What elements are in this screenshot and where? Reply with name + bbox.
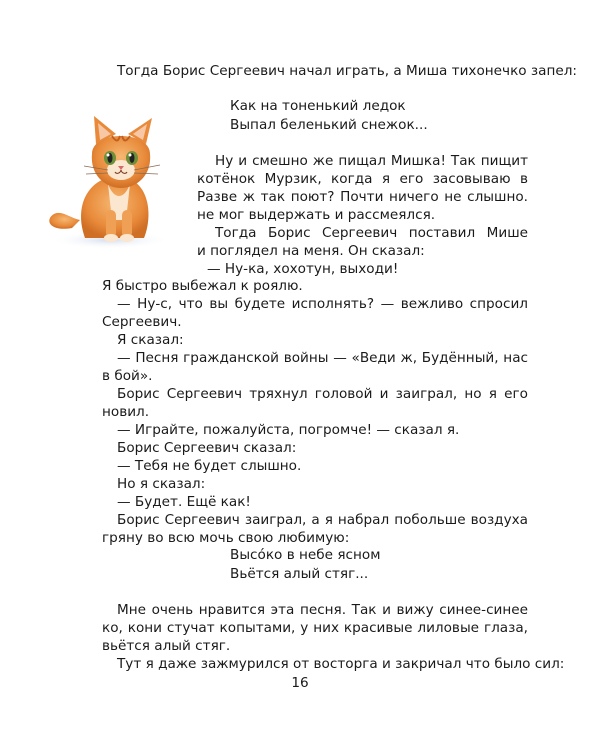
body-line-14: Борис Сергеевич заиграл, а я набрал побольше воздуха — [117, 512, 528, 528]
body-line-13: — Будет. Ещё как! — [117, 494, 251, 510]
body-line-12: Но я сказал: — [117, 476, 206, 492]
top-paragraph: Тогда Борис Сергеевич начал играть, а Миша тихонечко запел: — [117, 63, 577, 79]
body-line-9: — Играйте, пожалуйста, погромче! — сказал я. — [117, 422, 460, 438]
verse-two-line-2: Вьётся алый стяг... — [230, 566, 369, 582]
body-line-10: Борис Сергеевич сказал: — [117, 440, 297, 456]
bottom-line-3: вьётся алый стяг. — [102, 638, 231, 654]
verse-two-line-1: Высо́ко в небе ясном — [230, 547, 381, 563]
bottom-line-2: ко, кони стучат копытами, у них красивые лиловые глаза, — [102, 620, 528, 636]
kitten-text-line-1: Ну и смешно же пищал Мишка! Так пищит — [215, 153, 528, 169]
body-line-2: — Ну-с, что вы будете исполнять? — вежливо спросил — [117, 296, 528, 312]
bottom-line-1: Мне очень нравится эта песня. Так и вижу синее-синее — [117, 602, 528, 618]
body-line-3: Сергеевич. — [102, 314, 182, 330]
body-line-7: Борис Сергеевич тряхнул головой и заиграл, но я его — [117, 386, 528, 402]
kitten-illustration — [40, 110, 190, 250]
kitten-text-line-6: и поглядел на меня. Он сказал: — [197, 243, 425, 259]
body-line-4: Я сказал: — [117, 332, 184, 348]
body-line-11: — Тебя не будет слышно. — [117, 458, 302, 474]
kitten-text-line-4: не мог выдержать и рассмеялся. — [197, 207, 436, 223]
body-line-15: гряну во всю мочь свою любимую: — [102, 530, 350, 546]
verse-one-line-2: Выпал беленький снежок... — [230, 117, 428, 133]
kitten-text-line-3: Разве ж так поют? Почти ничего не слышно. — [197, 189, 528, 205]
verse-one-line-1: Как на тоненький ледок — [230, 98, 406, 114]
kitten-text-line-2: котёнок Мурзик, когда я его засовываю в — [197, 171, 528, 187]
body-line-8: новил. — [102, 404, 150, 420]
kitten-text-line-7: — Ну-ка, хохотун, выходи! — [207, 261, 399, 277]
kitten-text-line-5: Тогда Борис Сергеевич поставил Мише — [215, 225, 528, 241]
body-line-6: в бой». — [102, 368, 153, 384]
bottom-line-4: Тут я даже зажмурился от восторга и закричал что было сил: — [117, 656, 565, 672]
body-line-5: — Песня гражданской войны — «Веди ж, Будённый, нас — [117, 350, 528, 366]
page-number: 16 — [291, 675, 309, 691]
body-line-1: Я быстро выбежал к роялю. — [102, 278, 303, 294]
